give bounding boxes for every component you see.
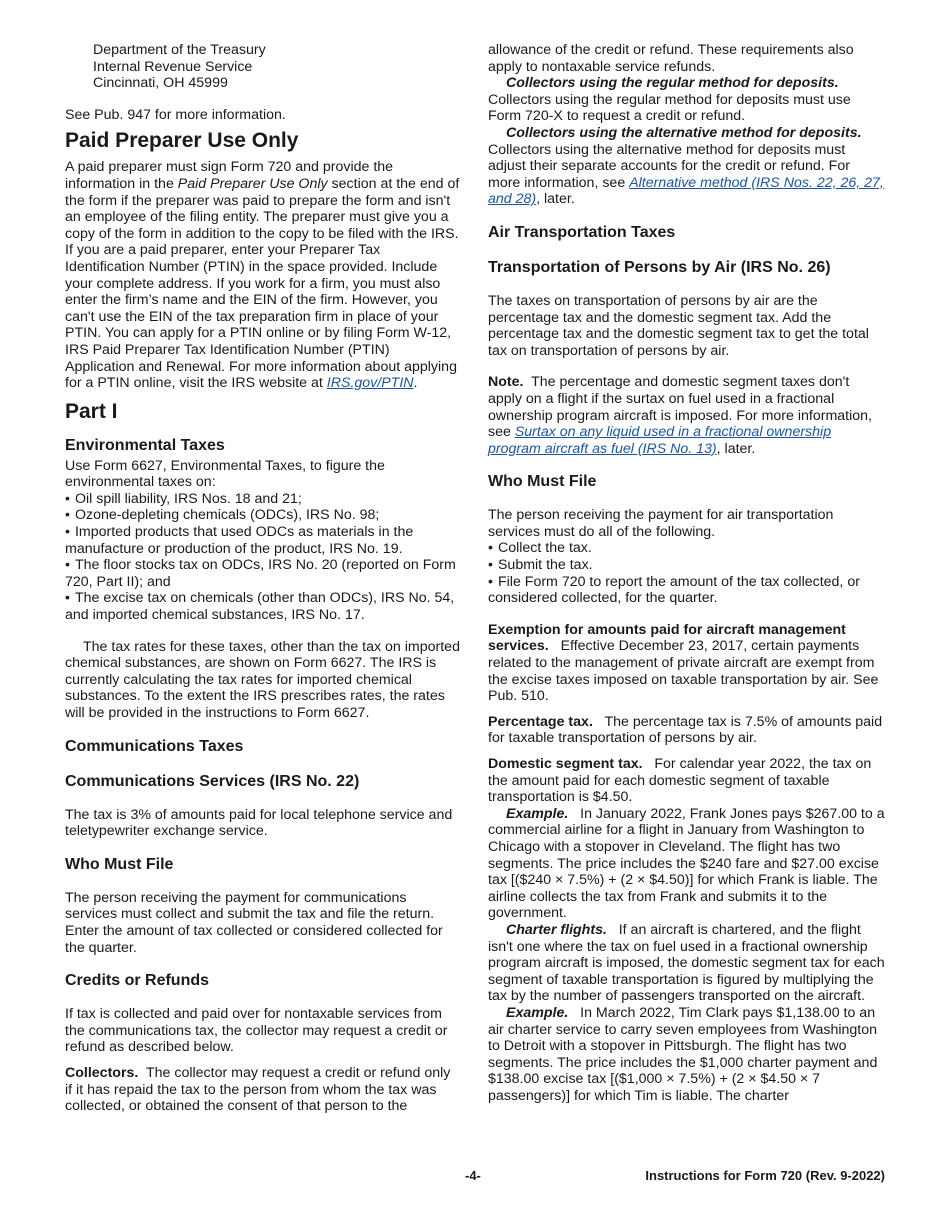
air-transportation-heading: Air Transportation Taxes bbox=[488, 223, 676, 241]
transportation-persons-heading: Transportation of Persons by Air (IRS No. 26) bbox=[488, 258, 831, 276]
form-title-footer: Instructions for Form 720 (Rev. 9-2022) bbox=[645, 1168, 885, 1183]
surtax-link[interactable]: Surtax on any liquid used in a fractional ownership program aircraft as fuel (IRS No. 13) bbox=[488, 424, 832, 457]
environmental-intro: Use Form 6627, Environmental Taxes, to figure the environmental taxes on: bbox=[65, 457, 385, 491]
note-paragraph: Note. The percentage and domestic segment taxes don't apply on a flight if the surtax on fuel used in a fractional ownership program aircraft is imposed. For more information, see Surtax on any liquid used in a fractional ownership program aircraft as fuel (IRS No. 13), later. bbox=[488, 374, 872, 457]
regular-method-paragraph: Collectors using the regular method for deposits must use Form 720-X to request a credit or refund. bbox=[488, 91, 851, 125]
part-1-heading: Part I bbox=[65, 399, 118, 423]
communications-paragraph: The tax is 3% of amounts paid for local telephone service and teletypewriter exchange service. bbox=[65, 806, 453, 840]
list-item: • Submit the tax. bbox=[488, 557, 885, 574]
collectors-paragraph: Collectors. The collector may request a credit or refund only if it has repaid the tax to the person from whom the tax was collected, or obtained the consent of that person to the bbox=[65, 1064, 451, 1115]
alternative-method-label: Collectors using the alternative method for deposits. bbox=[506, 124, 862, 141]
list-item: • Imported products that used ODCs as materials in the manufacture or production of the product, IRS No. 19. bbox=[65, 524, 460, 557]
see-pub-947: See Pub. 947 for more information. bbox=[65, 106, 286, 123]
who-must-file-heading: Who Must File bbox=[65, 855, 174, 873]
paid-preparer-paragraph: A paid preparer must sign Form 720 and provide the information in the Paid Preparer Use Only section at the end of the form if the preparer was paid to prepare the form and isn't an employee of the filing entity. The preparer must give you a copy of the form in addition to the copy to be filed with the IRS. If you are a paid preparer, enter your Preparer Tax Identification Number (PTIN) in the space provided. Include your complete address. If you work for a firm, you must also enter the firm’s name and the EIN of the firm. However, you can't use the EIN of the tax preparation firm in place of your PTIN. You can apply for a PTIN online or by filing Form W-12, IRS Paid Preparer Tax Identification Number (PTIN) Application and Renewal. For more information about applying for a PTIN online, visit the IRS website at IRS.gov/PTIN. bbox=[65, 159, 460, 392]
communications-taxes-heading: Communications Taxes bbox=[65, 737, 244, 755]
who-must-file-heading: Who Must File bbox=[488, 473, 597, 491]
page-number: -4- bbox=[465, 1168, 481, 1183]
continued-paragraph: allowance of the credit or refund. These requirements also apply to nontaxable service refunds. bbox=[488, 42, 854, 75]
credits-refunds-heading: Credits or Refunds bbox=[65, 972, 210, 990]
charter-flights-paragraph: Charter flights. If an aircraft is chartered, and the flight isn't one where the tax on fuel used in a fractional ownership program aircraft is imposed, the domestic segment tax for each segment of taxable transportation is figured by multiplying the tax by the number of passengers transported on the aircraft. bbox=[488, 921, 885, 1005]
environmental-taxes-heading: Environmental Taxes bbox=[65, 436, 225, 454]
address-line: Department of the Treasury bbox=[93, 42, 266, 58]
who-must-file-paragraph: The person receiving the payment for communications services must collect and submit the tax and file the return. Enter the amount of tax collected or considered collected for the quarter. bbox=[65, 889, 443, 956]
irs-address bbox=[65, 42, 460, 92]
list-item: • File Form 720 to report the amount of the tax collected, or considered collected, for the quarter. bbox=[488, 574, 885, 607]
transportation-persons-paragraph: The taxes on transportation of persons by air are the percentage tax and the domestic segment tax. Add the percentage tax and the domestic segment tax to get the total tax on transportation of persons by air. bbox=[488, 292, 869, 359]
environmental-list bbox=[65, 491, 460, 624]
address-line: Cincinnati, OH 45999 bbox=[93, 75, 228, 92]
example-1-paragraph: Example. In January 2022, Frank Jones pays $267.00 to a commercial airline for a flight in January from Washington to Chicago with a stopover in Cleveland. The flight has two segments. The price includes the $240 fare and $27.00 excise tax [($240 × 7.5%) + (2 × $4.50)] for which Frank is liable. The airline collects the tax from Frank and submits it to the government. bbox=[488, 805, 885, 922]
percentage-tax-paragraph: Percentage tax. The percentage tax is 7.5% of amounts paid for taxable transportation of persons by air. bbox=[488, 713, 883, 747]
list-item: • The excise tax on chemicals (other than ODCs), IRS No. 54, and imported chemical substances, IRS No. 17. bbox=[65, 590, 460, 623]
list-item: • Collect the tax. bbox=[488, 540, 885, 557]
list-item: • Oil spill liability, IRS Nos. 18 and 21; bbox=[65, 491, 460, 508]
list-item: • The floor stocks tax on ODCs, IRS No. 20 (reported on Form 720, Part II); and bbox=[65, 557, 460, 590]
left-column bbox=[65, 42, 460, 1115]
environmental-rates-paragraph: The tax rates for these taxes, other than the tax on imported chemical substances, are shown on Form 6627. The IRS is currently calculating the tax rates for imported chemical substances. To the extent the IRS prescribes rates, the rates will be provided in the instructions to Form 6627. bbox=[65, 638, 460, 721]
credits-refunds-paragraph: If tax is collected and paid over for nontaxable services from the communications tax, the collector may request a credit or refund as described below. bbox=[65, 1006, 448, 1056]
address-line: Internal Revenue Service bbox=[93, 58, 253, 75]
ptin-link[interactable]: IRS.gov/PTIN bbox=[326, 375, 414, 392]
alternative-method-paragraph: Collectors using the alternative method for deposits must adjust their separate accounts for the credit or refund. For more information, see Alternative method (IRS Nos. 22, 26, 27, and 28), later. bbox=[488, 141, 884, 208]
communications-services-heading: Communications Services (IRS No. 22) bbox=[65, 772, 360, 790]
who-must-file-list bbox=[488, 540, 885, 606]
domestic-segment-paragraph: Domestic segment tax. For calendar year 2022, the tax on the amount paid for each domestic segment of taxable transportation is $4.50. bbox=[488, 756, 872, 806]
example-2-paragraph: Example. In March 2022, Tim Clark pays $1,138.00 to an air charter service to carry seven employees from Washington to Detroit with a stopover in Pittsburgh. The flight has two segments. The price includes the $1,000 charter payment and $138.00 excise tax [($1,000 × 7.5%) + (2 × $4.50 × 7 passengers)] for which Tim is liable. The charter bbox=[488, 1004, 878, 1104]
who-must-file-paragraph: The person receiving the payment for air transportation services must do all of the following. bbox=[488, 507, 834, 540]
list-item: • Ozone-depleting chemicals (ODCs), IRS No. 98; bbox=[65, 507, 460, 524]
paid-preparer-heading: Paid Preparer Use Only bbox=[65, 129, 299, 153]
alternative-method-link[interactable]: Alternative method (IRS Nos. 22, 26, 27, and 28) bbox=[488, 174, 884, 208]
regular-method-label: Collectors using the regular method for deposits. bbox=[506, 75, 839, 92]
right-column bbox=[488, 42, 885, 1104]
exemption-paragraph: Exemption for amounts paid for aircraft management services. Effective December 23, 2017, certain payments related to the management of private aircraft are exempt from the excise taxes imposed on taxable transportation by air. See Pub. 510. bbox=[488, 621, 879, 705]
